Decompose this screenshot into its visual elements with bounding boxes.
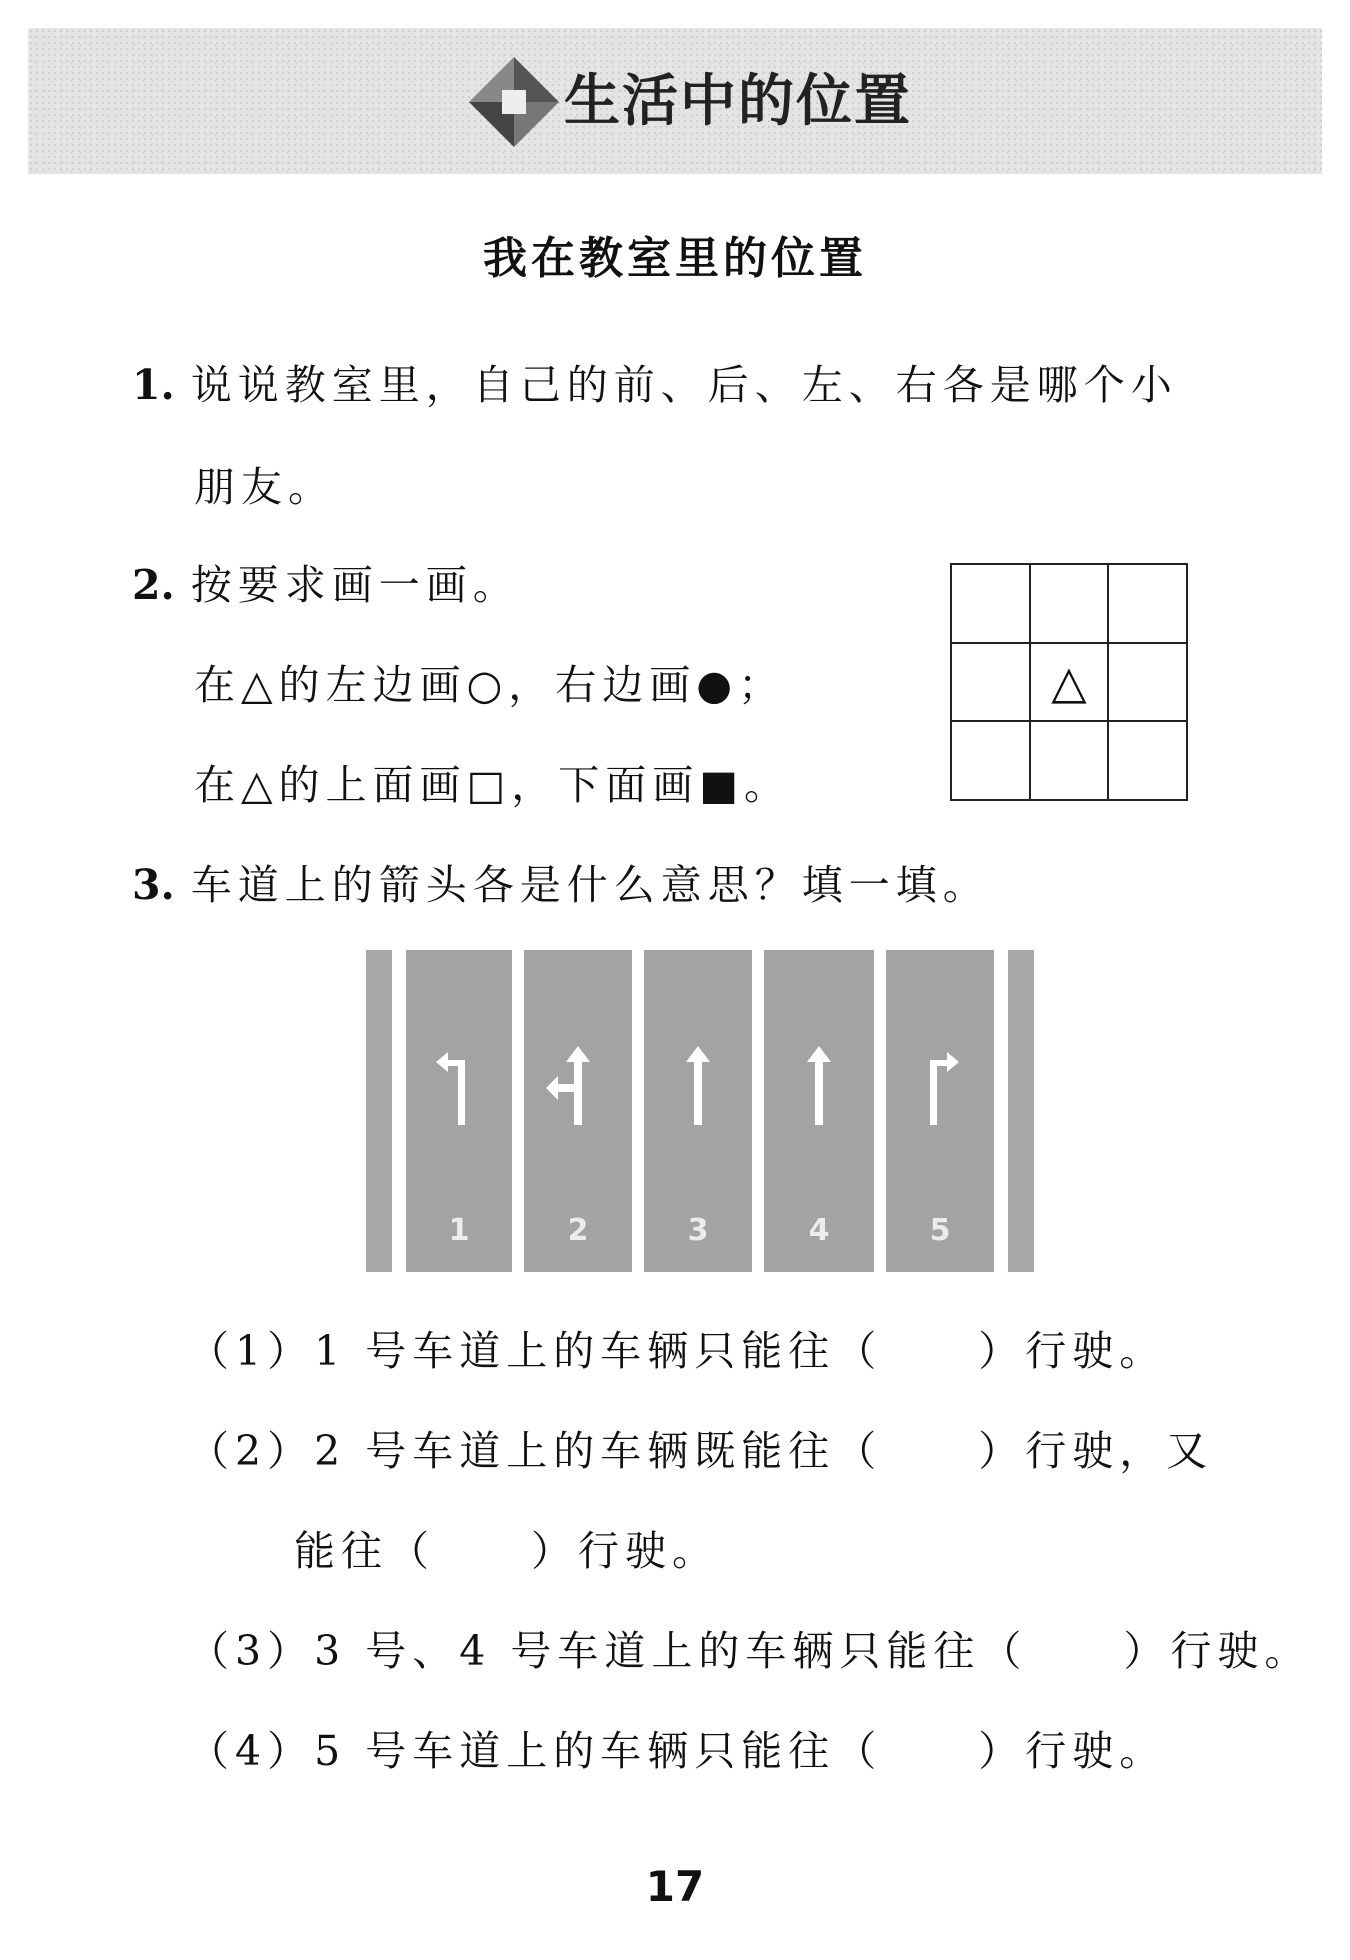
sub-question-text: 能往（ — [294, 1527, 435, 1575]
traffic-lanes-figure — [366, 950, 1034, 1272]
question-number: 2. — [132, 561, 175, 609]
question-2-line-2: 在△的左边画○，右边画●； — [194, 661, 786, 709]
question-text: 按要求画一画。 — [190, 561, 520, 609]
sub-question-text: （2）2 号车道上的车辆既能往（ — [188, 1427, 883, 1475]
drawing-grid — [950, 563, 1188, 801]
question-3-sub-1 — [188, 1318, 1166, 1377]
lane-2 — [524, 950, 632, 1272]
question-3-sub-3 — [188, 1618, 1311, 1677]
sub-question-text: （4）5 号车道上的车辆只能往（ — [188, 1727, 883, 1775]
question-1-line-2: 朋友。 — [194, 463, 335, 511]
grid-cell[interactable] — [951, 643, 1030, 722]
question-text: 车道上的箭头各是什么意思？填一填。 — [190, 861, 990, 909]
page-number: 17 — [645, 1862, 705, 1911]
lane-number: 4 — [808, 1213, 830, 1248]
question-number: 1. — [132, 361, 175, 409]
grid-cell[interactable] — [1030, 564, 1109, 643]
grid-cell-center: △ — [1030, 643, 1109, 722]
sub-question-text: （1）1 号车道上的车辆只能往（ — [188, 1327, 883, 1375]
lesson-subtitle: 我在教室里的位置 — [483, 233, 867, 284]
grid-cell[interactable] — [1108, 643, 1187, 722]
question-3-sub-2 — [188, 1418, 1213, 1477]
question-text: 说说教室里，自己的前、后、左、右各是哪个小 — [190, 361, 1178, 409]
sub-question-text: ）行驶。 — [1123, 1627, 1312, 1675]
lane-number: 3 — [687, 1213, 709, 1248]
question-1-line-1 — [132, 352, 1178, 411]
sub-question-text: ）行驶。 — [531, 1527, 719, 1575]
section-banner — [28, 28, 1322, 174]
grid-cell[interactable] — [951, 564, 1030, 643]
question-3-sub-4 — [188, 1718, 1166, 1777]
question-3-line-1 — [132, 852, 990, 911]
question-number: 3. — [132, 861, 175, 909]
grid-cell[interactable] — [1030, 721, 1109, 800]
sub-question-text: ）行驶。 — [978, 1727, 1167, 1775]
lane-3 — [644, 950, 752, 1272]
tangram-icon — [464, 52, 564, 152]
section-title: 生活中的位置 — [564, 69, 912, 134]
sub-question-text: （3）3 号、4 号车道上的车辆只能往（ — [188, 1627, 1028, 1675]
lane-number: 5 — [929, 1213, 951, 1248]
lane-4 — [764, 950, 874, 1272]
lane-number: 2 — [567, 1213, 589, 1248]
sub-question-text: ）行驶。 — [978, 1327, 1167, 1375]
lane-5 — [886, 950, 994, 1272]
sub-question-text: ）行驶，又 — [978, 1427, 1214, 1475]
question-3-sub-2-cont — [294, 1518, 719, 1577]
lane-number: 1 — [448, 1213, 470, 1248]
grid-cell[interactable] — [1108, 721, 1187, 800]
grid-cell[interactable] — [951, 721, 1030, 800]
question-2-line-1 — [132, 552, 520, 611]
question-2-line-3: 在△的上面画□，下面画■。 — [194, 761, 792, 809]
grid-cell[interactable] — [1108, 564, 1187, 643]
lane-1 — [406, 950, 512, 1272]
